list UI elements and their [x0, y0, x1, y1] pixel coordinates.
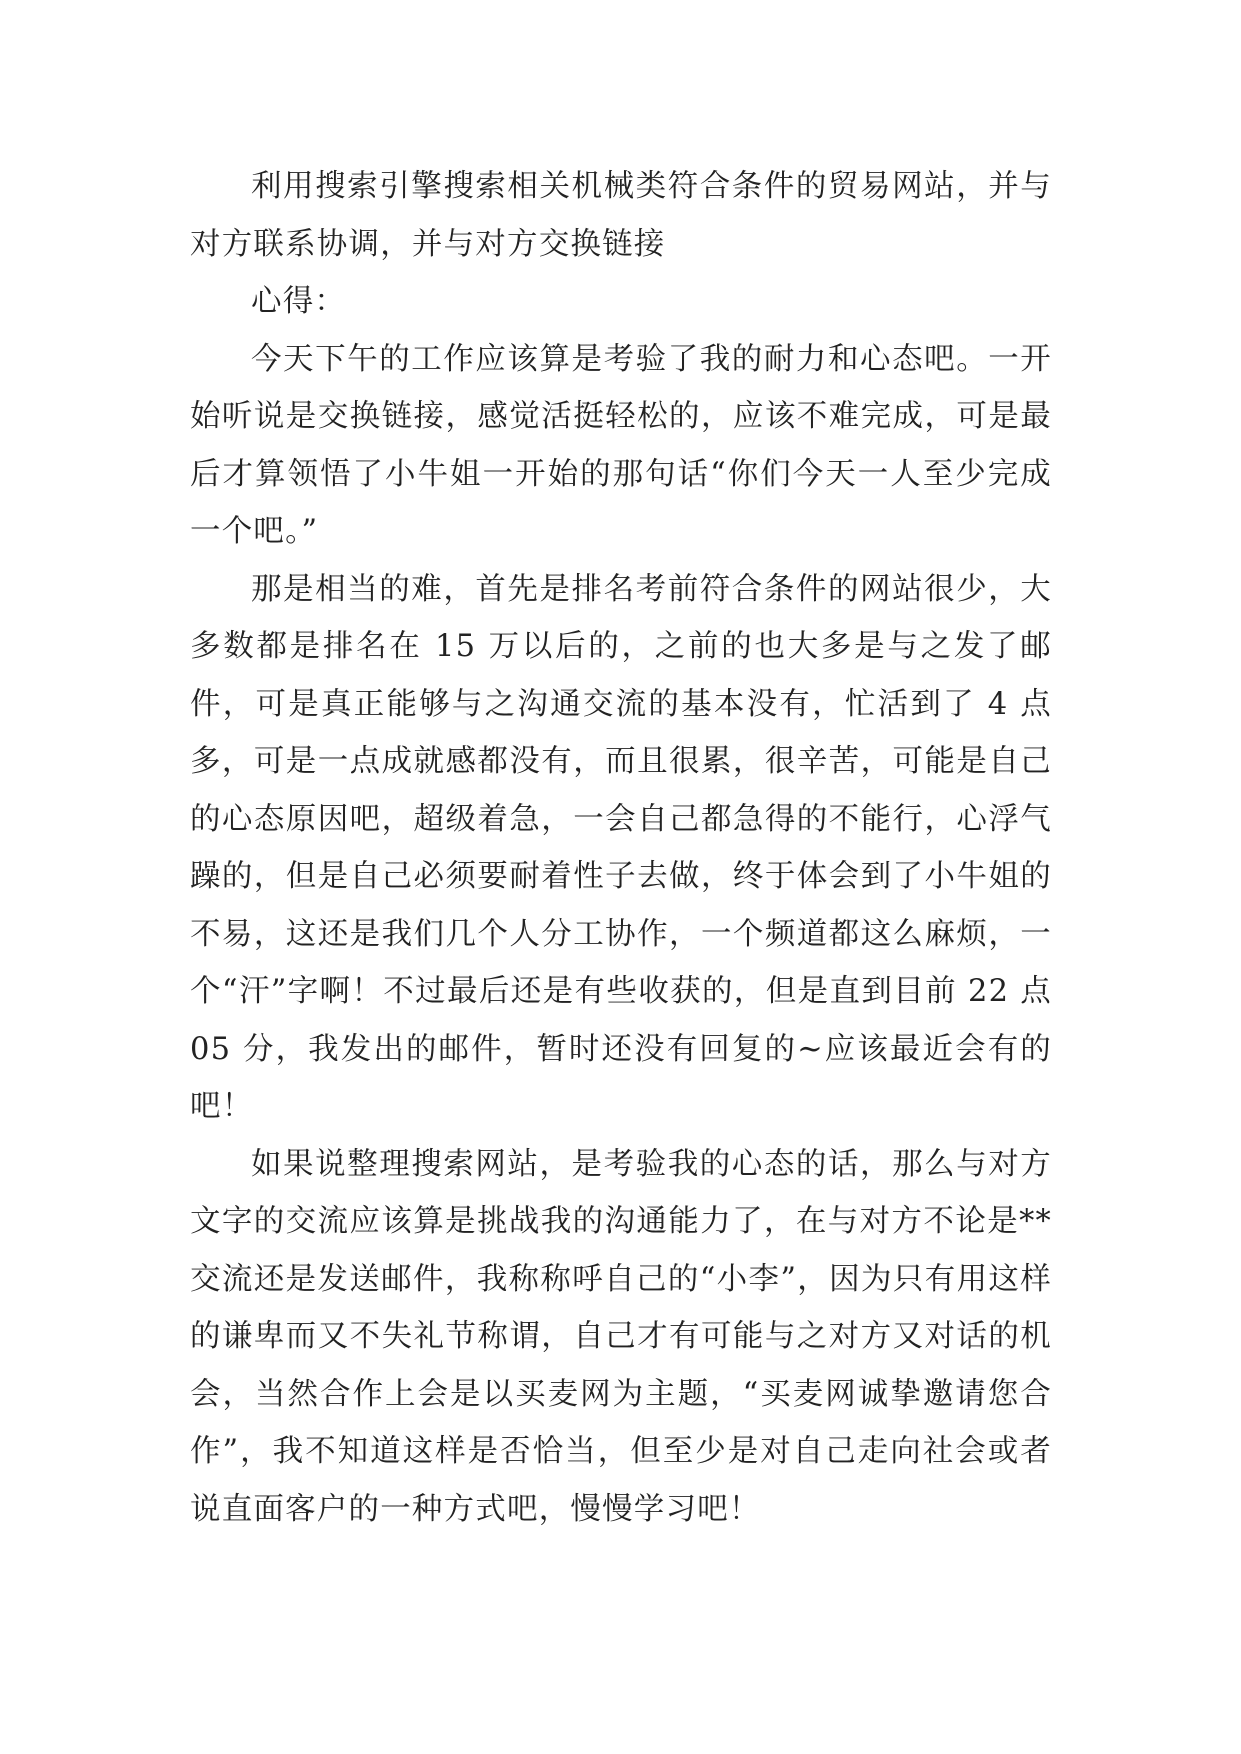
paragraph-difficulty: 那是相当的难，首先是排名考前符合条件的网站很少，大多数都是排名在 15 万以后的，之前的也大多是与之发了邮件，可是真正能够与之沟通交流的基本没有，忙活到了 4 点多，可是一点成就感都没有，而且很累，很辛苦，可能是自己的心态原因吧，超级着急，一会自己都急得的不能行，心浮气躁的，但是自己必须要耐着性子去做，终于体会到了小牛姐的不易，这还是我们几个人分工协作，一个频道都这么麻烦，一个“汗”字啊！不过最后还是有些收获的，但是直到目前 22 点 05 分，我发出的邮件，暂时还没有回复的~应该最近会有的吧！ — [190, 571, 1052, 1124]
paragraph-heading-xinde: 心得： — [251, 284, 347, 319]
paragraph-afternoon: 今天下午的工作应该算是考验了我的耐力和心态吧。一开始听说是交换链接，感觉活挺轻松的，应该不难完成，可是最后才算领悟了小牛姐一开始的那句话“你们今天一人至少完成一个吧。” — [190, 341, 1052, 549]
paragraph-task: 利用搜索引擎搜索相关机械类符合条件的贸易网站，并与对方联系协调，并与对方交换链接 — [190, 169, 1052, 262]
document-body — [190, 158, 1052, 1538]
paragraph-communication: 如果说整理搜索网站，是考验我的心态的话，那么与对方文字的交流应该算是挑战我的沟通能力了，在与对方不论是**交流还是发送邮件，我称称呼自己的“小李”，因为只有用这样的谦卑而又不失礼节称谓，自己才有可能与之对方又对话的机会，当然合作上会是以买麦网为主题，“买麦网诚挚邀请您合作”，我不知道这样是否恰当，但至少是对自己走向社会或者说直面客户的一种方式吧，慢慢学习吧！ — [190, 1146, 1052, 1527]
